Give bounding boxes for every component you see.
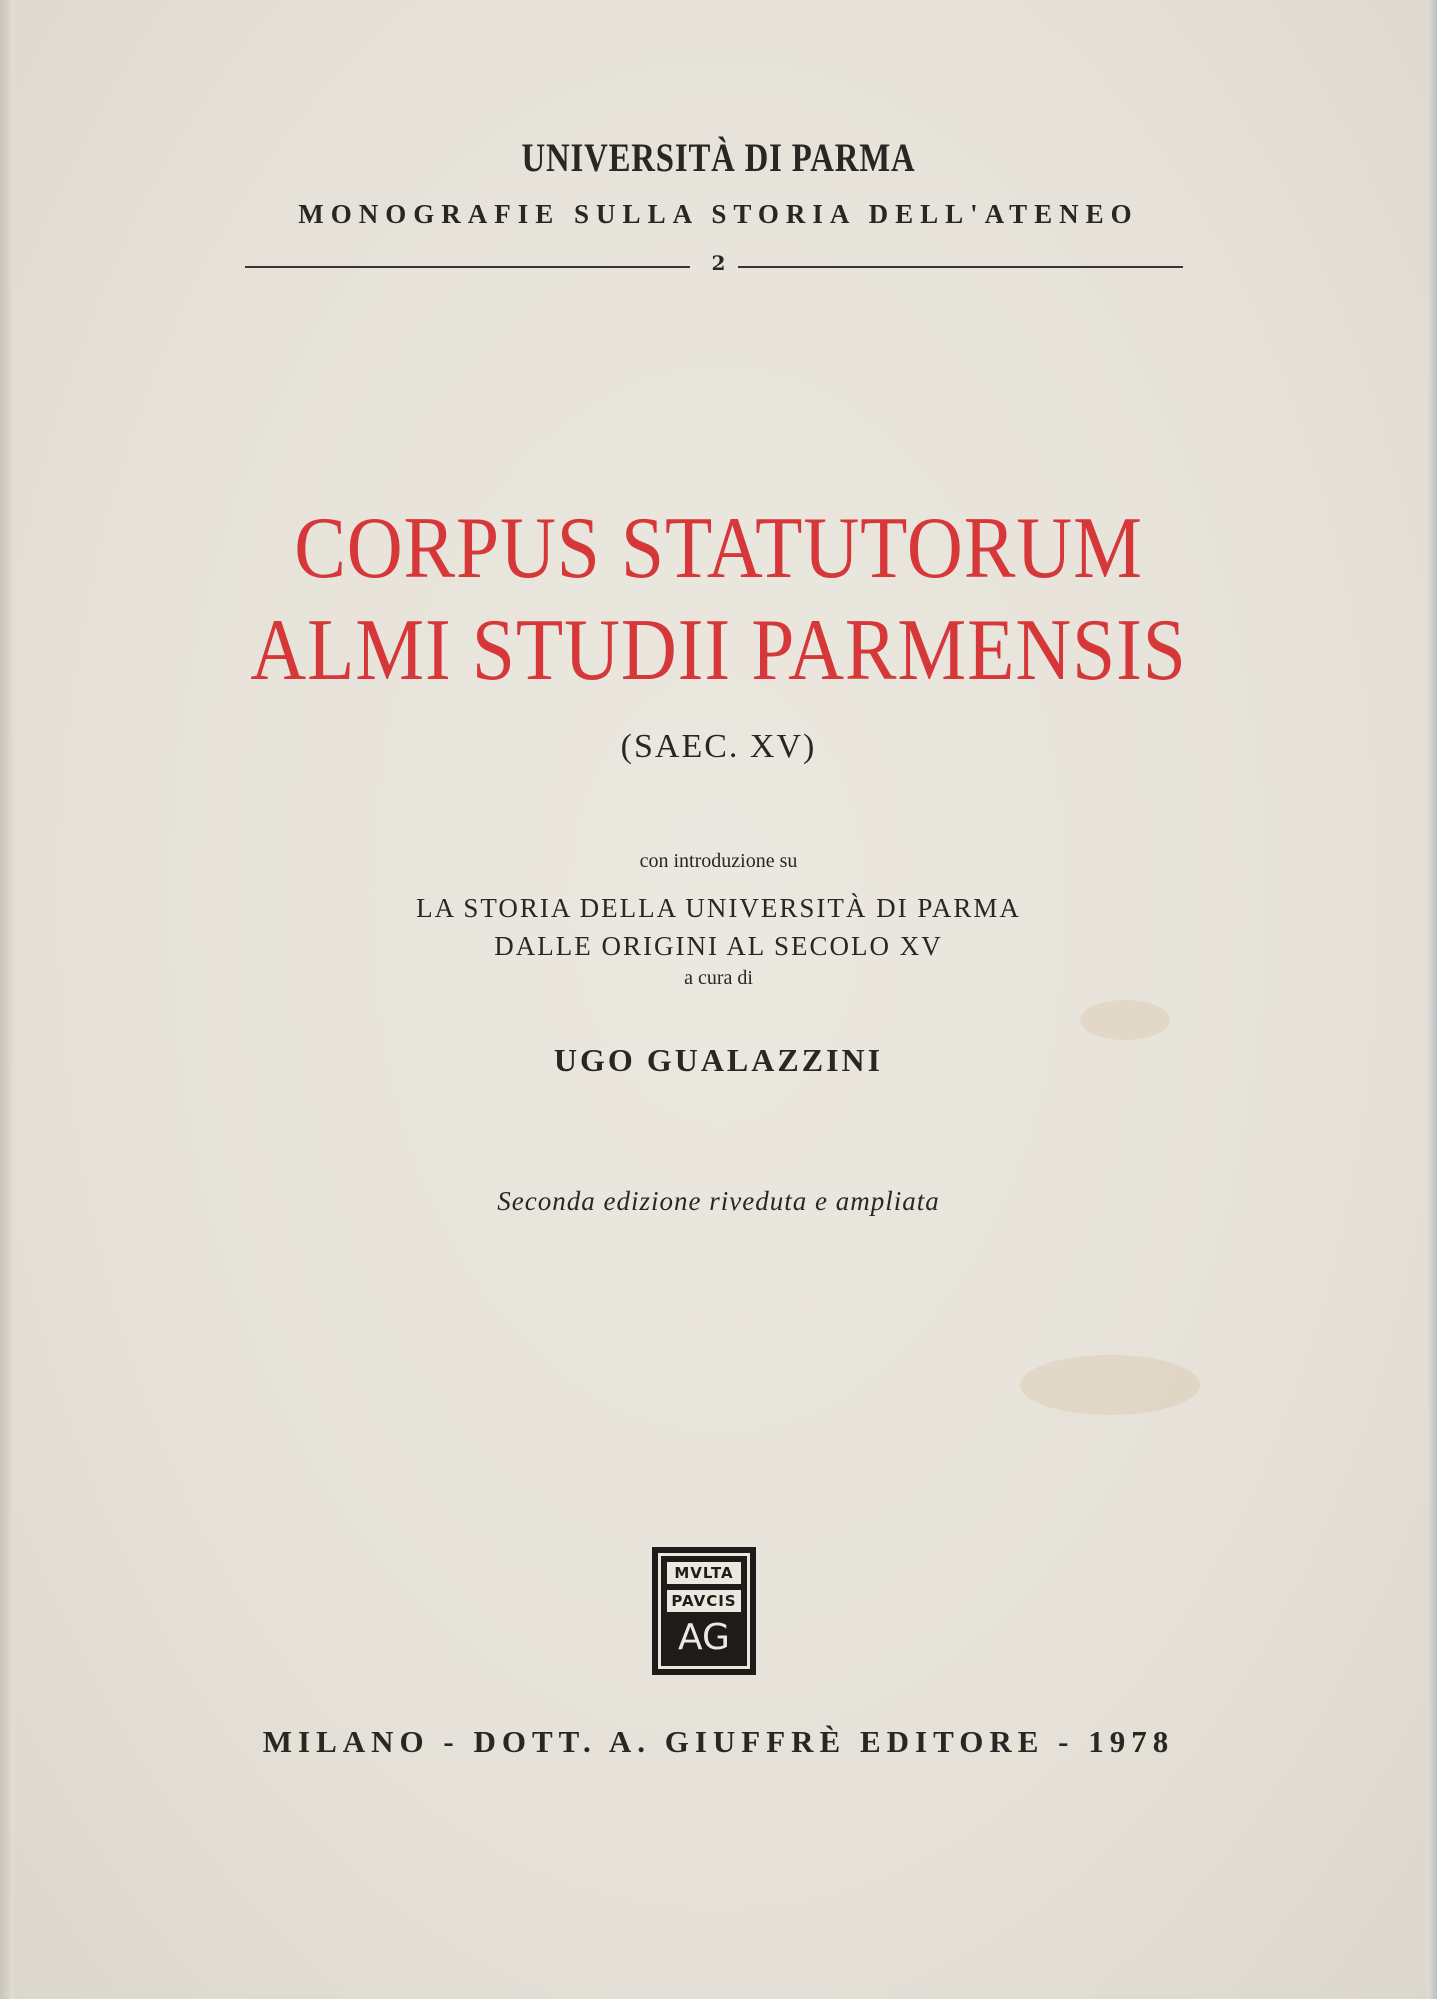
title-line-1: CORPUS STATUTORUM bbox=[294, 500, 1143, 597]
institution-heading: UNIVERSITÀ DI PARMA bbox=[521, 135, 916, 180]
subtitle-line-2: DALLE ORIGINI AL SECOLO XV bbox=[494, 931, 943, 961]
publisher-imprint: MILANO - DOTT. A. GIUFFRÈ EDITORE - 1978 bbox=[262, 1724, 1175, 1759]
series-title: MONOGRAFIE SULLA STORIA DELL'ATENEO bbox=[298, 199, 1139, 229]
logo-text-1: MVLTA bbox=[667, 1562, 741, 1584]
volume-number: 2 bbox=[711, 251, 726, 275]
logo-monogram: AG bbox=[678, 1617, 730, 1658]
paper-stain bbox=[1020, 1355, 1200, 1415]
cover-left-edge bbox=[0, 0, 14, 1999]
cover-right-edge bbox=[1427, 0, 1437, 1999]
editor-name: UGO GUALAZZINI bbox=[553, 1042, 884, 1078]
rule-right bbox=[738, 266, 1183, 268]
edition-note: Seconda edizione riveduta e ampliata bbox=[497, 1186, 940, 1216]
paper-stain bbox=[1080, 1000, 1170, 1040]
logo-text-2: PAVCIS bbox=[667, 1590, 741, 1612]
editor-label: a cura di bbox=[684, 967, 753, 989]
title-line-2: ALMI STUDII PARMENSIS bbox=[250, 602, 1187, 699]
subtitle-line-1: LA STORIA DELLA UNIVERSITÀ DI PARMA bbox=[416, 893, 1021, 923]
publisher-logo bbox=[652, 1547, 756, 1675]
intro-label: con introduzione su bbox=[639, 850, 798, 872]
title-period: (SAEC. XV) bbox=[620, 728, 817, 765]
